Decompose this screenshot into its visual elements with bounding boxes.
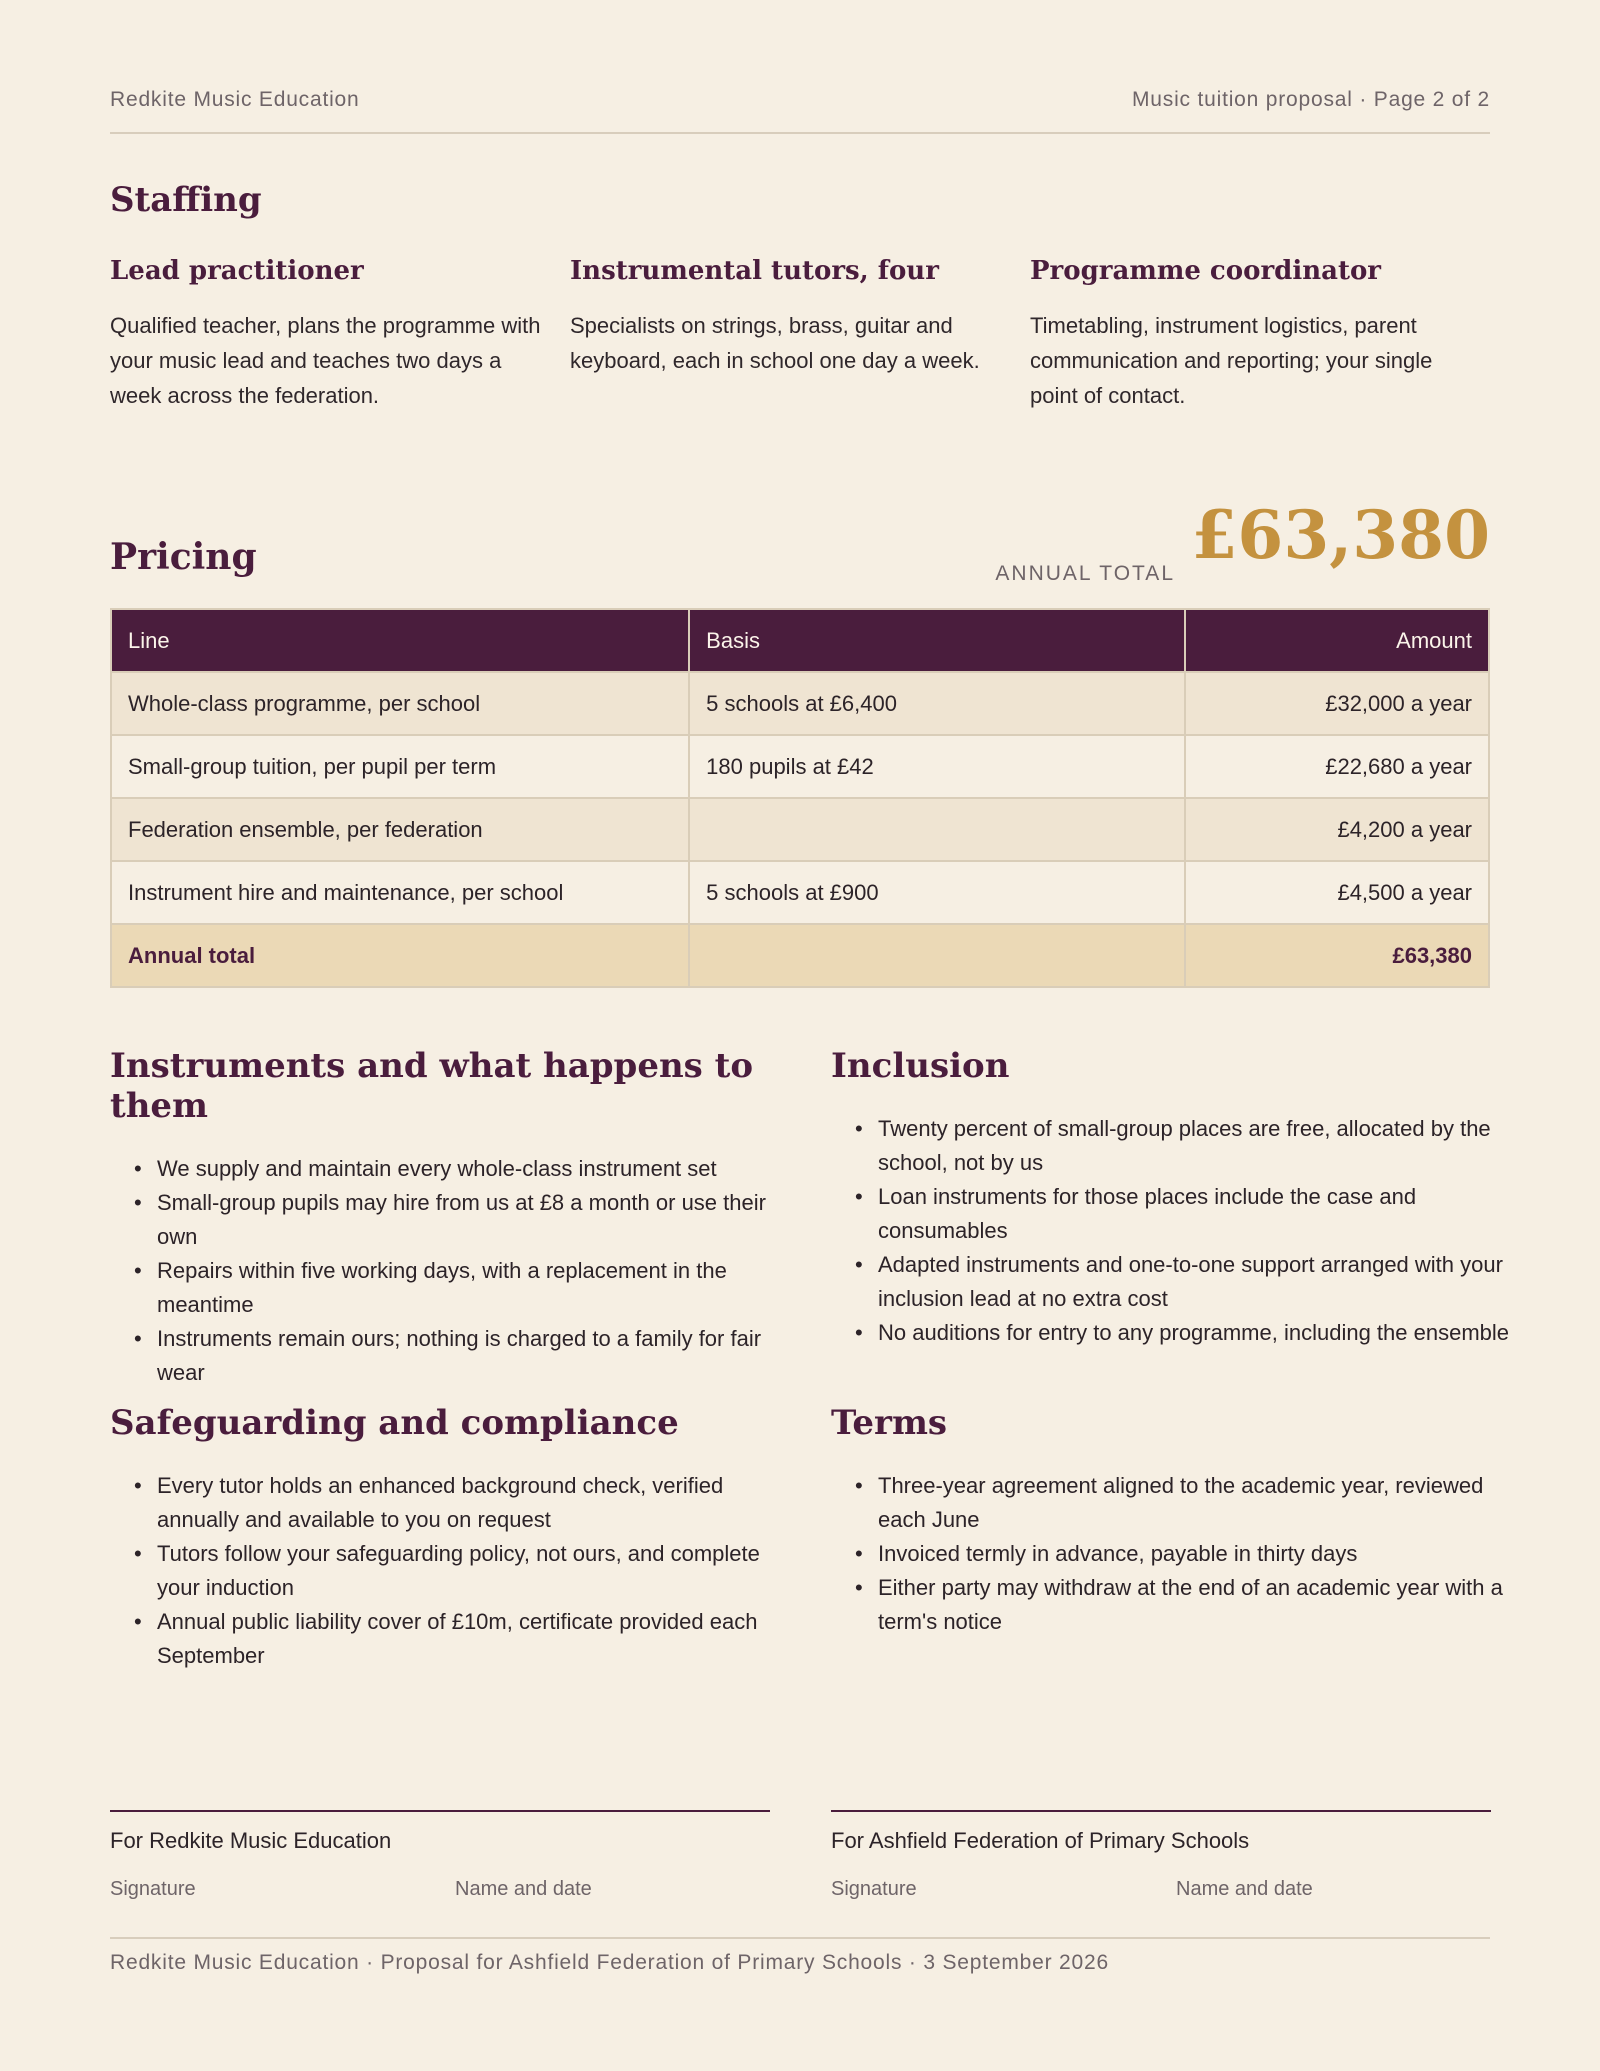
cell-amount: £32,000 a year	[1185, 672, 1489, 735]
terms-heading: Terms	[831, 1403, 948, 1443]
list-item: • Either party may withdraw at the end of an academic year with a term's notice	[831, 1571, 1511, 1639]
list-item: • Tutors follow your safeguarding policy, not ours, and complete your induction	[110, 1537, 790, 1605]
cell-amount: £4,200 a year	[1185, 798, 1489, 861]
inclusion-section	[831, 1046, 1511, 1350]
cell-line: Instrument hire and maintenance, per school	[111, 861, 689, 924]
pricing-table	[110, 608, 1490, 988]
list-item: • Three-year agreement aligned to the academic year, reviewed each June	[831, 1469, 1511, 1537]
cell-line: Whole-class programme, per school	[111, 672, 689, 735]
column-header-amount: Amount	[1185, 609, 1489, 672]
column-header-line: Line	[111, 609, 689, 672]
list-item: • Small-group pupils may hire from us at £8 a month or use their own	[110, 1186, 790, 1254]
table-total-row	[111, 924, 1489, 987]
cell-total-line: Annual total	[111, 924, 689, 987]
table-header-row	[111, 609, 1489, 672]
header-org: Redkite Music Education	[110, 88, 360, 111]
table-row	[111, 798, 1489, 861]
role-instrumental-tutors	[570, 256, 1030, 413]
inclusion-list	[831, 1112, 1511, 1350]
terms-section	[831, 1403, 1511, 1639]
signature-block-ashfield	[831, 1810, 1491, 1901]
instruments-section	[110, 1046, 790, 1390]
role-lead-practitioner	[110, 256, 570, 413]
list-item: • We supply and maintain every whole-class instrument set	[110, 1152, 790, 1186]
name-date-label: Name and date	[1176, 1878, 1313, 1900]
signature-label: Signature	[831, 1878, 917, 1900]
safeguarding-section	[110, 1403, 790, 1673]
column-header-basis: Basis	[689, 609, 1185, 672]
cell-basis	[689, 798, 1185, 861]
signature-party: For Redkite Music Education	[110, 1828, 392, 1853]
proposal-page	[110, 0, 1510, 2071]
list-item: • Invoiced termly in advance, payable in thirty days	[831, 1537, 1511, 1571]
list-item: • Annual public liability cover of £10m, certificate provided each September	[110, 1605, 790, 1673]
cell-total-basis	[689, 924, 1185, 987]
safeguarding-list	[110, 1469, 790, 1673]
cell-basis: 5 schools at £6,400	[689, 672, 1185, 735]
annual-total-label: ANNUAL TOTAL	[995, 562, 1175, 585]
signature-label: Signature	[110, 1878, 196, 1900]
instruments-heading: Instruments and what happens to them	[110, 1046, 754, 1126]
role-title: Instrumental tutors, four	[570, 256, 939, 286]
list-item: • Loan instruments for those places include the case and consumables	[831, 1180, 1511, 1248]
inclusion-heading: Inclusion	[831, 1046, 1010, 1086]
cell-line: Federation ensemble, per federation	[111, 798, 689, 861]
cell-basis: 180 pupils at £42	[689, 735, 1185, 798]
cell-basis: 5 schools at £900	[689, 861, 1185, 924]
table-row	[111, 672, 1489, 735]
header-doc-info: Music tuition proposal · Page 2 of 2	[1132, 88, 1490, 111]
role-description: Specialists on strings, brass, guitar and keyboard, each in school one day a week.	[570, 313, 980, 373]
page-footer: Redkite Music Education · Proposal for Ashfield Federation of Primary Schools · 3 September 2026	[110, 1937, 1490, 1975]
name-date-label: Name and date	[455, 1878, 592, 1900]
role-description: Timetabling, instrument logistics, parent communication and reporting; your single point of contact.	[1030, 313, 1433, 408]
annual-total-value: £63,380	[1191, 496, 1490, 574]
running-header	[110, 88, 1490, 134]
role-programme-coordinator	[1030, 256, 1490, 413]
table-row	[111, 735, 1489, 798]
instruments-list	[110, 1152, 790, 1390]
list-item: • Adapted instruments and one-to-one support arranged with your inclusion lead at no extra cost	[831, 1248, 1511, 1316]
role-title: Programme coordinator	[1030, 256, 1381, 286]
list-item: • Repairs within five working days, with a replacement in the meantime	[110, 1254, 790, 1322]
signature-party: For Ashfield Federation of Primary Schools	[831, 1828, 1250, 1853]
staffing-roles	[110, 256, 1490, 413]
cell-amount: £4,500 a year	[1185, 861, 1489, 924]
list-item: • No auditions for entry to any programme, including the ensemble	[831, 1316, 1511, 1350]
cell-line: Small-group tuition, per pupil per term	[111, 735, 689, 798]
signature-block-redkite	[110, 1810, 770, 1901]
role-title: Lead practitioner	[110, 256, 364, 286]
role-description: Qualified teacher, plans the programme with your music lead and teaches two days a week across the federation.	[110, 313, 541, 408]
pricing-heading: Pricing	[110, 536, 257, 578]
list-item: • Every tutor holds an enhanced background check, verified annually and available to you on request	[110, 1469, 790, 1537]
cell-amount: £22,680 a year	[1185, 735, 1489, 798]
staffing-heading: Staffing	[110, 180, 262, 220]
list-item: • Twenty percent of small-group places are free, allocated by the school, not by us	[831, 1112, 1511, 1180]
list-item: • Instruments remain ours; nothing is charged to a family for fair wear	[110, 1322, 790, 1390]
safeguarding-heading: Safeguarding and compliance	[110, 1403, 679, 1443]
table-row	[111, 861, 1489, 924]
cell-total-amount: £63,380	[1185, 924, 1489, 987]
terms-list	[831, 1469, 1511, 1639]
